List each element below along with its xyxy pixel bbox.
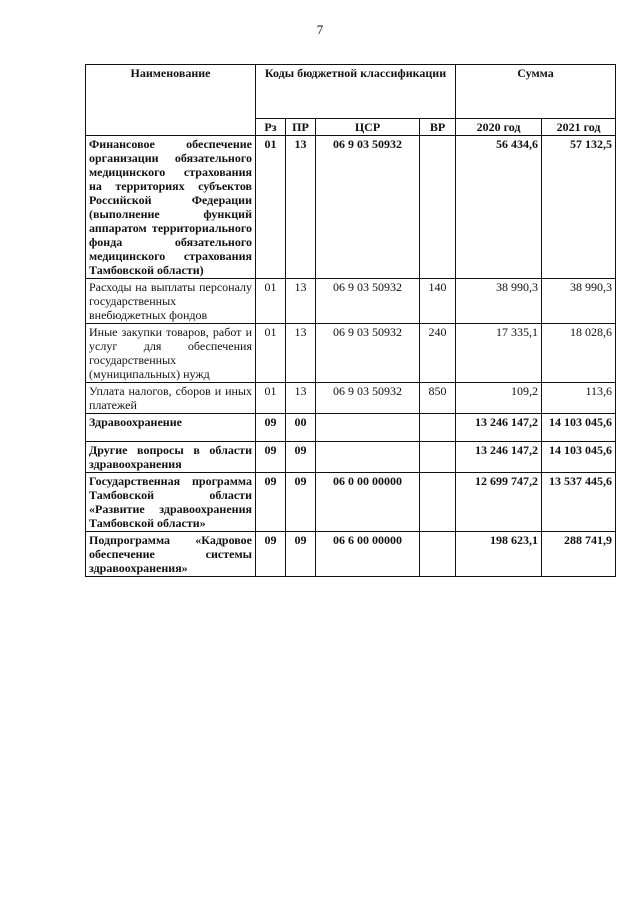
row-vr (420, 136, 456, 279)
table-row (86, 442, 616, 473)
row-2021: 288 741,9 (542, 532, 616, 577)
table-row (86, 383, 616, 414)
row-2021: 14 103 045,6 (542, 442, 616, 473)
row-csr (316, 414, 420, 442)
row-name: Финансовое обеспечение организации обязательного медицинского страхования на территориях субъектов Российской Федерации (выполнение функций аппаратом территориального фонда обязательного медицинского страхования Тамбовской области) (86, 136, 256, 279)
table-row (86, 279, 616, 324)
row-name: Подпрограмма «Кадровое обеспечение системы здравоохранения» (86, 532, 256, 577)
row-vr (420, 442, 456, 473)
row-name: Расходы на выплаты персоналу государственных внебюджетных фондов (86, 279, 256, 324)
row-vr: 140 (420, 279, 456, 324)
header-codes: Коды бюджетной классификации (256, 65, 456, 119)
row-pr: 13 (286, 279, 316, 324)
row-rz: 01 (256, 136, 286, 279)
table-row (86, 414, 616, 442)
row-vr (420, 414, 456, 442)
header-vr: ВР (420, 119, 456, 136)
row-rz: 01 (256, 383, 286, 414)
row-csr: 06 9 03 50932 (316, 136, 420, 279)
row-name: Государственная программа Тамбовской области «Развитие здравоохранения Тамбовской области» (86, 473, 256, 532)
header-2021: 2021 год (542, 119, 616, 136)
row-pr: 09 (286, 473, 316, 532)
row-rz: 09 (256, 442, 286, 473)
row-vr (420, 532, 456, 577)
header-pr: ПР (286, 119, 316, 136)
row-rz: 01 (256, 324, 286, 383)
row-name: Здравоохранение (86, 414, 256, 442)
row-2021: 38 990,3 (542, 279, 616, 324)
row-2020: 17 335,1 (456, 324, 542, 383)
table-row (86, 324, 616, 383)
table-row (86, 532, 616, 577)
row-pr: 00 (286, 414, 316, 442)
row-pr: 09 (286, 532, 316, 577)
row-2021: 18 028,6 (542, 324, 616, 383)
header-2020: 2020 год (456, 119, 542, 136)
row-csr: 06 9 03 50932 (316, 383, 420, 414)
row-2020: 38 990,3 (456, 279, 542, 324)
header-rz: Рз (256, 119, 286, 136)
row-2020: 13 246 147,2 (456, 414, 542, 442)
row-rz: 01 (256, 279, 286, 324)
row-2020: 109,2 (456, 383, 542, 414)
row-2020: 13 246 147,2 (456, 442, 542, 473)
row-name: Уплата налогов, сборов и иных платежей (86, 383, 256, 414)
row-csr: 06 9 03 50932 (316, 324, 420, 383)
header-sum: Сумма (456, 65, 616, 119)
row-pr: 09 (286, 442, 316, 473)
budget-table (85, 64, 616, 577)
row-csr (316, 442, 420, 473)
row-2020: 12 699 747,2 (456, 473, 542, 532)
row-2021: 113,6 (542, 383, 616, 414)
row-name: Другие вопросы в области здравоохранения (86, 442, 256, 473)
row-vr (420, 473, 456, 532)
row-2020: 198 623,1 (456, 532, 542, 577)
row-rz: 09 (256, 414, 286, 442)
row-vr: 240 (420, 324, 456, 383)
header-name: Наименование (86, 65, 256, 136)
row-pr: 13 (286, 383, 316, 414)
row-csr: 06 9 03 50932 (316, 279, 420, 324)
row-vr: 850 (420, 383, 456, 414)
row-2021: 13 537 445,6 (542, 473, 616, 532)
row-csr: 06 6 00 00000 (316, 532, 420, 577)
row-name: Иные закупки товаров, работ и услуг для обеспечения государственных (муниципальных) нужд (86, 324, 256, 383)
table-row (86, 136, 616, 279)
row-pr: 13 (286, 136, 316, 279)
row-2020: 56 434,6 (456, 136, 542, 279)
row-2021: 57 132,5 (542, 136, 616, 279)
row-csr: 06 0 00 00000 (316, 473, 420, 532)
row-rz: 09 (256, 473, 286, 532)
row-pr: 13 (286, 324, 316, 383)
row-2021: 14 103 045,6 (542, 414, 616, 442)
page-number: 7 (316, 22, 324, 37)
row-rz: 09 (256, 532, 286, 577)
table-row (86, 473, 616, 532)
header-csr: ЦСР (316, 119, 420, 136)
